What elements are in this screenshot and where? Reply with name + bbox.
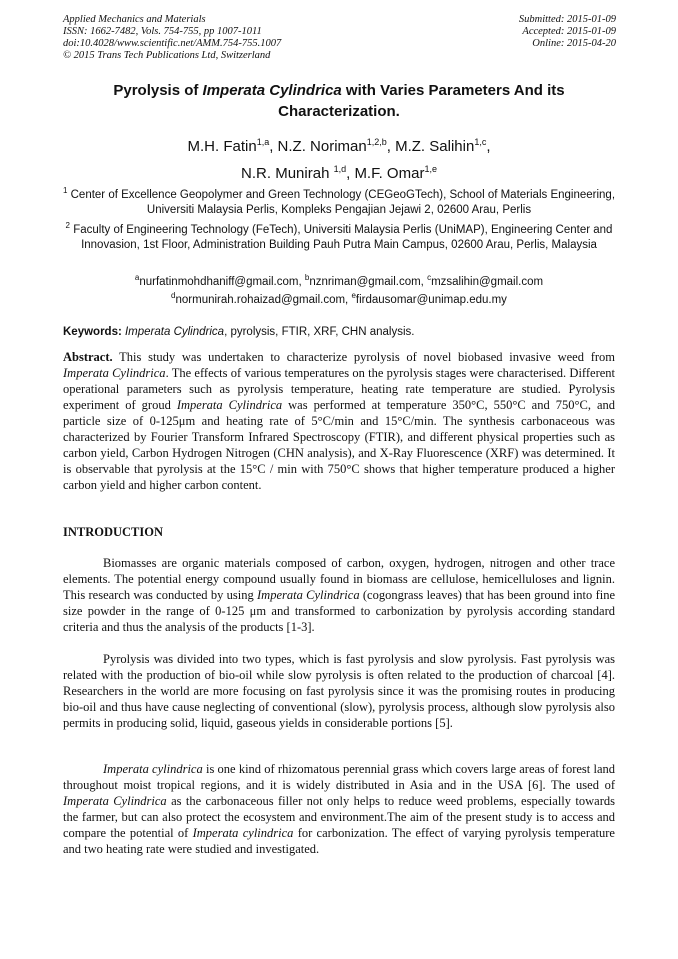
paper-title bbox=[70, 80, 608, 122]
email-address: mzsalihin@gmail.com bbox=[431, 275, 544, 288]
journal-doi: doi:10.4028/www.scientific.net/AMM.754-755.1007 bbox=[63, 38, 282, 49]
keywords bbox=[63, 325, 615, 339]
email-address: firdausomar@unimap.edu.my bbox=[355, 293, 507, 306]
email-address: nznriman@gmail.com, bbox=[309, 275, 428, 288]
author-separator: , bbox=[386, 138, 396, 155]
author-name: N.Z. Noriman bbox=[277, 138, 367, 155]
author-name: M.F. Omar bbox=[354, 165, 425, 182]
author-affil-mark: 1,a bbox=[256, 137, 270, 147]
author-name: M.H. Fatin bbox=[187, 138, 257, 155]
paragraph-text: Biomasses are organic materials composed of carbon, oxygen, hydrogen, nitrogen and other trace elements. The potential energy compound usually found in biomass are cellulose, hemicelluloses and lignin. This research was conducted by using bbox=[63, 556, 615, 602]
author-affil-mark: 1,2,b bbox=[366, 137, 387, 147]
email-list bbox=[60, 271, 618, 307]
email-mark: c bbox=[427, 273, 432, 282]
author-name: N.R. Munirah bbox=[241, 165, 334, 182]
author-line-1 bbox=[70, 131, 608, 158]
journal-copyright: © 2015 Trans Tech Publications Ltd, Switzerland bbox=[63, 50, 271, 61]
section-heading-introduction: INTRODUCTION bbox=[63, 525, 164, 539]
affiliations bbox=[60, 183, 618, 253]
paragraph-text: is one kind of rhizomatous perennial grass which covers large areas of forest land throughout moist tropical regions, and it is widely distributed in Asia and in the USA [6]. The used of bbox=[63, 762, 616, 792]
email-mark: e bbox=[351, 290, 356, 300]
paragraph-text: as the carbonaceous filler not only helps to reduce weed problems, especially towards the farmer, but can also protect the ecosystem and environment.The aim of the present study is to access and compare the potential of bbox=[63, 794, 615, 840]
journal-header-left bbox=[63, 14, 281, 62]
author-name: M.Z. Salihin bbox=[395, 138, 475, 155]
title-part-1: Pyrolysis of bbox=[113, 82, 203, 99]
paragraph-text: for carbonization. The effect of varying pyrolysis temperature and two heating rate were studied and investigated. bbox=[63, 826, 615, 856]
author-affil-mark: 1,d bbox=[333, 164, 347, 174]
submitted-date: Submitted: 2015-01-09 bbox=[518, 14, 616, 25]
affiliation-mark: 1 bbox=[62, 186, 68, 195]
affiliation-1 bbox=[60, 183, 618, 218]
title-species: Imperata Cylindrica bbox=[202, 82, 342, 99]
abstract bbox=[63, 349, 615, 493]
author-separator: , bbox=[486, 138, 491, 155]
journal-header-right bbox=[519, 14, 616, 50]
author-line-2 bbox=[70, 158, 608, 185]
paragraph-species: Imperata Cylindrica bbox=[257, 588, 360, 602]
intro-paragraph-3 bbox=[63, 761, 615, 857]
email-address: nurfatinmohdhaniff@gmail.com, bbox=[139, 275, 305, 288]
keywords-species: Imperata Cylindrica bbox=[121, 326, 225, 338]
email-mark: b bbox=[304, 273, 310, 282]
abstract-text: This study was undertaken to characterize pyrolysis of novel biobased invasive weed from bbox=[112, 350, 615, 364]
affiliation-2 bbox=[60, 218, 618, 253]
abstract-label: Abstract. bbox=[63, 350, 113, 364]
author-affil-mark: 1,c bbox=[474, 137, 487, 147]
author-list bbox=[70, 131, 608, 185]
paragraph-species: Imperata Cylindrica bbox=[63, 794, 167, 808]
paragraph-species: Imperata cylindrica bbox=[192, 826, 294, 840]
accepted-date: Accepted: 2015-01-09 bbox=[522, 26, 616, 37]
paragraph-text: (cogongrass leaves) that has been ground into fine size powder in the range of 0-125 μm and transformed to carbonization by pyrolysis according standard criteria and thus the analysis of the products [1-3]. bbox=[63, 588, 616, 634]
journal-name: Applied Mechanics and Materials bbox=[63, 14, 206, 25]
keywords-list: , pyrolysis, FTIR, XRF, CHN analysis. bbox=[224, 326, 415, 338]
affiliation-text: Faculty of Engineering Technology (FeTech), Universiti Malaysia Perlis (UniMAP), Engineering Center and Innovasion, 1st Floor, Administration Building Pauh Putra Main Campus, 02600 Arau, Perlis, Malaysia bbox=[70, 223, 613, 251]
email-address: normunirah.rohaizad@gmail.com, bbox=[175, 293, 352, 306]
email-mark: a bbox=[134, 273, 140, 282]
email-line-2 bbox=[60, 289, 618, 307]
author-separator: , bbox=[269, 138, 278, 155]
abstract-species: Imperata Cylindrica bbox=[63, 366, 166, 380]
keywords-label: Keywords: bbox=[63, 326, 122, 338]
abstract-species: Imperata Cylindrica bbox=[176, 398, 283, 412]
affiliation-text: Center of Excellence Geopolymer and Green Technology (CEGeoGTech), School of Materials Engineering, Universiti Malaysia Perlis, Kompleks Pengajian Jejawi 2, 02600 Arau, Perlis bbox=[67, 188, 616, 216]
paragraph-species: Imperata cylindrica bbox=[103, 762, 203, 776]
intro-paragraph-1 bbox=[63, 555, 615, 635]
paragraph-text: Pyrolysis was divided into two types, which is fast pyrolysis and slow pyrolysis. Fast pyrolysis was related with the production of bio-oil while slow pyrolysis is often related to the production of charcoal [4]. Researchers in the world are more focusing on fast pyrolysis since it was the promising routes in producing bio-oil and thus have cause neglecting of conventional (slow), pyrolysis process, although slow pyrolysis also permits in producing solid, liquid, gaseous yields in considerable portions [5]. bbox=[63, 652, 615, 730]
abstract-text: was performed at temperature 350°C, 550°C and 750°C, and particle size of 0-125μm and heating rate of 5°C/min and 15°C/min. The synthesis carbonaceous was characterized by Fourier Transform Infrared Spectroscopy (FTIR), and different physical properties such as carbon yield, Carbon Hydrogen Nitrogen (CHN analysis), and X-Ray Fluorescence (XRF) was determined. It is observable that pyrolysis at the 15°C / min with 750°C shows that higher temperature produced a higher carbon yield and higher carbon content. bbox=[63, 398, 616, 492]
affiliation-mark: 2 bbox=[65, 220, 70, 230]
author-separator: , bbox=[346, 165, 355, 182]
online-date: Online: 2015-04-20 bbox=[532, 38, 616, 49]
email-line-1 bbox=[60, 271, 618, 289]
journal-issn: ISSN: 1662-7482, Vols. 754-755, pp 1007-1011 bbox=[63, 26, 262, 37]
intro-paragraph-2 bbox=[63, 651, 615, 731]
title-part-2: with Varies Parameters And its Characterization. bbox=[278, 82, 565, 120]
author-affil-mark: 1,e bbox=[424, 164, 437, 174]
abstract-text: . The effects of various temperatures on the pyrolysis stages were characterised. Different operational parameters such as pyrolysis temperature, heating rate temperature are studied. Pyrolysis experiment of groud bbox=[63, 366, 615, 412]
email-mark: d bbox=[171, 290, 176, 300]
